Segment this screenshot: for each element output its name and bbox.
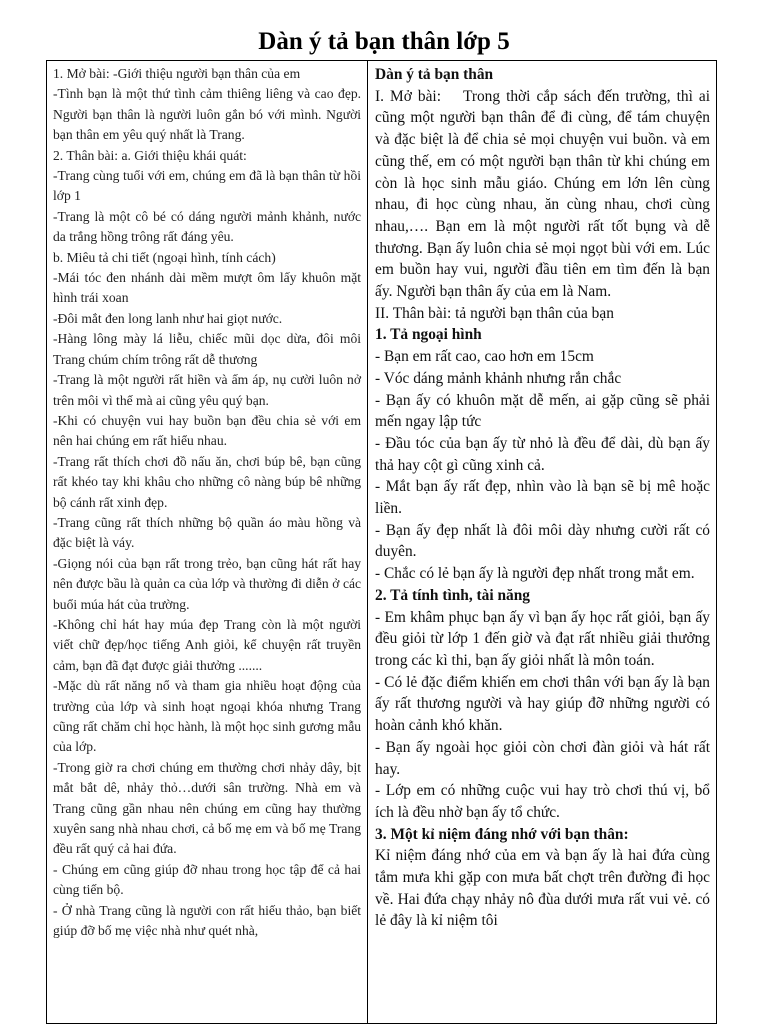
left-paragraph: -Trong giờ ra chơi chúng em thường chơi nhảy dây, bịt mắt bắt dê, nhảy thỏ…dưới sân trường. Nhà em và Trang cũng gần nhau nên chúng em cũng hay thường xuyên sang nhà nhau chơi, cả bố mẹ em và bố mẹ Trang đều rất quý cả hai đứa.	[53, 759, 362, 857]
left-paragraph: -Tình bạn là một thứ tình cảm thiêng liêng và cao đẹp. Người bạn thân là người luôn gắn bó với mình. Người bạn thân em yêu quý nhất là Trang.	[53, 86, 362, 143]
left-paragraph: 2. Thân bài: a. Giới thiệu khái quát:	[53, 147, 247, 163]
left-paragraph: -Hàng lông mày lá liễu, chiếc mũi dọc dừa, đôi môi Trang chúm chím trông rất dễ thương	[53, 331, 362, 367]
intro-number: 1	[53, 66, 60, 81]
body-heading: II. Thân bài: tả người bạn thân của bạn	[375, 304, 614, 322]
left-paragraph: -Trang là một người rất hiền và ấm áp, nụ cười luôn nở trên môi vì thế mà ai cũng yêu quý bạn.	[53, 372, 362, 408]
list-item: - Vóc dáng mảnh khảnh nhưng rắn chắc	[375, 369, 622, 387]
left-paragraph: -Giọng nói của bạn rất trong trẻo, bạn cũng hát rất hay nên được bầu là quản ca của lớp và thường đi diễn ở các buổi múa hát của trường.	[53, 555, 362, 612]
list-item: - Đầu tóc của bạn ấy từ nhỏ là đều để dài, dù bạn ấy thả hay cột gì cũng xinh cả.	[375, 434, 710, 474]
section3-title: Một kỉ niệm đáng nhớ với bạn thân	[390, 825, 624, 843]
section1-heading: 1. Tả ngoại hình	[375, 326, 482, 344]
left-paragraph: -Đôi mắt đen long lanh như hai giọt nước.	[53, 310, 283, 326]
section1-list	[375, 346, 710, 585]
intro-paragraph	[375, 86, 710, 303]
left-paragraph: - Chúng em cũng giúp đỡ nhau trong học tập để cả hai cùng tiến bộ.	[53, 861, 362, 898]
left-paragraph: -Mái tóc đen nhánh dài mềm mượt ôm lấy khuôn mặt hình trái xoan	[53, 270, 362, 306]
list-item: - Có lẻ đặc điểm khiến em chơi thân với bạn ấy là bạn ấy rất thương người và hay giúp đỡ những người có hoàn cảnh khó khăn.	[375, 673, 710, 735]
section3-colon: :	[623, 825, 629, 843]
left-paragraph: -Trang cùng tuổi với em, chúng em đã là bạn thân từ hồi lớp 1	[53, 168, 362, 204]
page-title: Dàn ý tả bạn thân lớp 5	[258, 28, 510, 55]
list-item: - Bạn ấy đẹp nhất là đôi môi dày nhưng cười rất có duyên.	[375, 521, 710, 561]
list-item: - Bạn em rất cao, cao hơn em 15cm	[375, 348, 594, 366]
list-item: - Bạn ấy có khuôn mặt dễ mến, ai gặp cũng sẽ phải mến ngay lập tức	[375, 391, 710, 431]
left-paragraph: - Ở nhà Trang cũng là người con rất hiếu thảo, bạn biết giúp đỡ bố mẹ việc nhà như quét nhà,	[53, 902, 362, 939]
section3-heading	[375, 824, 710, 846]
right-heading: Dàn ý tả bạn thân	[375, 66, 494, 83]
intro-body: Trong thời cắp sách đến trường, thì ai cũng một người bạn thân để đi cùng, để tám chuyện và đặc biệt là để chia sẻ mọi chuyện vui buồn. và em cũng thế, em có một người bạn thân từ khi chúng em còn là học sinh mẫu giáo. Chúng em lớn lên cùng nhau, đi học cùng nhau, ăn cùng nhau, chơi cùng nhau,…. Bạn em là một người rất tốt bụng và dễ thương. Bạn ấy luôn chia sẻ mọi ngọt bùi với em. Lúc em buồn hay vui, người đầu tiên em tìm đến là bạn ấy. Người bạn thân ấy của em là Nam.	[375, 87, 710, 301]
left-paragraph: -Mặc dù rất năng nổ và tham gia nhiều hoạt động của trường của lớp và sinh hoạt ngoại khóa nhưng Trang cũng rất chăm chỉ học hành, là một học sinh gương mẫu của lớp.	[53, 678, 362, 755]
list-item: - Mắt bạn ấy rất đẹp, nhìn vào là bạn sẽ bị mê hoặc liền.	[375, 478, 710, 518]
left-paragraph: -Trang là một cô bé có dáng người mảnh khảnh, nước da trắng hồng trông rất đáng yêu.	[53, 208, 362, 245]
outline-table	[46, 60, 717, 1024]
list-item: - Chắc có lẻ bạn ấy là người đẹp nhất trong mắt em.	[375, 565, 695, 583]
left-column	[47, 61, 368, 1023]
left-paragraph: -Trang cũng rất thích những bộ quần áo màu hồng và đặc biệt là váy.	[53, 514, 362, 551]
list-item: - Lớp em có những cuộc vui hay trò chơi thú vị, bổ ích là đều nhờ bạn ấy tổ chức.	[375, 782, 710, 821]
list-item: - Bạn ấy ngoài học giỏi còn chơi đàn giỏi và hát rất hay.	[375, 738, 710, 778]
section3-number: 3.	[375, 825, 387, 843]
left-paragraph: b. Miêu tả chi tiết (ngoại hình, tính cách)	[53, 249, 276, 265]
right-column	[368, 61, 716, 1023]
section2-list	[375, 607, 710, 824]
intro-label: I. Mở bài:	[375, 87, 441, 105]
left-paragraph: -Không chỉ hát hay múa đẹp Trang còn là một người viết chữ đẹp/học tiếng Anh giỏi, kể chuyện rất truyền cảm, bạn đã đạt được giải thưởng .......	[53, 616, 362, 673]
intro-text: . Mở bài: -Giới thiệu người bạn thân của em	[59, 66, 301, 81]
section3-text: Kỉ niệm đáng nhớ của em và bạn ấy là hai đứa cùng tắm mưa khi gặp con mưa bất chợt trên đường đi học về. Hai đứa chạy nhảy nô đùa dưới mưa rất vui vẻ. có lẻ đây là kỉ niệm tôi	[375, 847, 710, 930]
left-paragraph: -Trang rất thích chơi đồ nấu ăn, chơi búp bê, bạn cũng rất khéo tay khi khâu cho những cô nàng búp bê những bộ cánh rất xinh đẹp.	[53, 453, 362, 510]
left-intro-paragraph	[53, 64, 361, 84]
section2-heading: 2. Tả tính tình, tài năng	[375, 586, 531, 604]
left-paragraph: -Khi có chuyện vui hay buồn bạn đều chia sẻ với em nên hai chúng em rất hiểu nhau.	[53, 412, 362, 449]
list-item: - Em khâm phục bạn ấy vì bạn ấy học rất giỏi, bạn ấy đều giỏi từ lớp 1 đến giờ và đạt rất nhiều giải thưởng trong các kì thi, bạn ấy giỏi nhất là môn toán.	[375, 608, 710, 669]
